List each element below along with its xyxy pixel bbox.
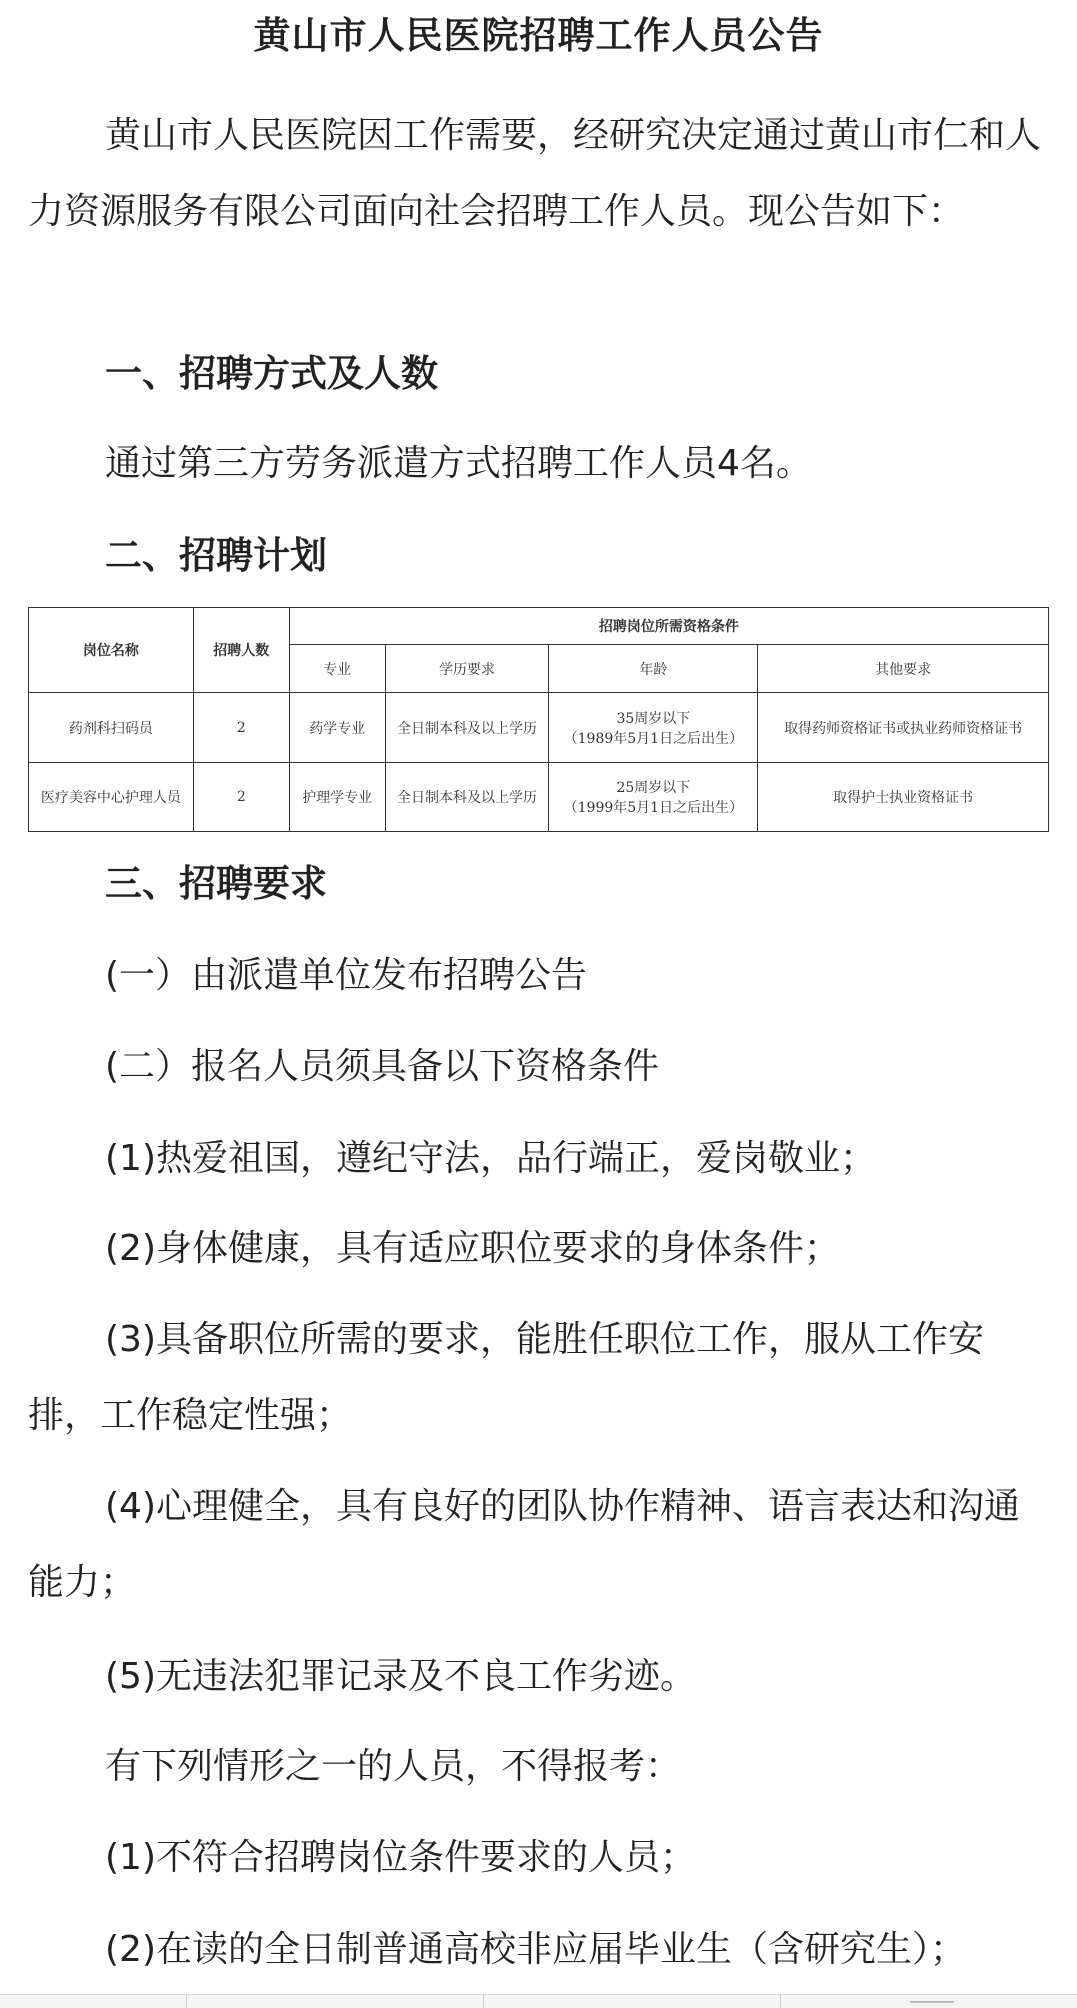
cell-education: 全日制本科及以上学历 xyxy=(385,693,549,763)
cell-major: 药学专业 xyxy=(289,693,385,763)
header-position: 岗位名称 xyxy=(29,608,194,693)
subheader-education: 学历要求 xyxy=(385,645,549,693)
section-2-heading: 二、招聘计划 xyxy=(105,534,327,577)
cell-age-limit: 35周岁以下 xyxy=(616,710,691,727)
table-row xyxy=(29,763,1049,832)
requirement-1: (1)热爱祖国，遵纪守法，品行端正，爱岗敬业； xyxy=(105,1138,876,1179)
scroll-handle[interactable] xyxy=(910,2001,954,2003)
section-3-heading: 三、招聘要求 xyxy=(105,862,327,905)
table-row xyxy=(29,693,1049,763)
exclusion-1: (1)不符合招聘岗位条件要求的人员； xyxy=(105,1837,696,1878)
exclusion-intro: 有下列情形之一的人员，不得报考： xyxy=(105,1746,682,1787)
cell-age-birthdate: （1999年5月1日之后出生） xyxy=(563,800,744,816)
section-1-text: 通过第三方劳务派遣方式招聘工作人员4名。 xyxy=(105,443,812,484)
cell-other: 取得药师资格证书或执业药师资格证书 xyxy=(758,693,1049,763)
cell-count: 2 xyxy=(193,763,289,832)
cell-age-limit: 25周岁以下 xyxy=(616,780,691,796)
cell-major: 护理学专业 xyxy=(289,763,385,832)
subheader-major: 专业 xyxy=(289,645,385,693)
subsection-1: (一）由派遣单位发布招聘公告 xyxy=(105,955,588,996)
cell-age-birthdate: （1989年5月1日之后出生） xyxy=(563,730,744,747)
table-header-row xyxy=(29,608,1049,645)
subheader-other: 其他要求 xyxy=(758,645,1049,693)
cell-position: 药剂科扫码员 xyxy=(29,693,194,763)
subsection-2: (二）报名人员须具备以下资格条件 xyxy=(105,1046,660,1087)
cell-education: 全日制本科及以上学历 xyxy=(385,763,549,832)
header-conditions: 招聘岗位所需资格条件 xyxy=(289,608,1048,645)
cell-age xyxy=(549,763,758,832)
section-1-heading: 一、招聘方式及人数 xyxy=(105,352,438,395)
subheader-age: 年龄 xyxy=(549,645,758,693)
requirement-2: (2)身体健康，具有适应职位要求的身体条件； xyxy=(105,1228,840,1269)
requirement-4: (4)心理健全，具有良好的团队协作精神、语言表达和沟通能力； xyxy=(28,1486,1020,1603)
requirement-5: (5)无违法犯罪记录及不良工作劣迹。 xyxy=(105,1656,696,1697)
cell-age xyxy=(549,693,758,763)
recruitment-plan-table xyxy=(28,607,1049,832)
header-count: 招聘人数 xyxy=(193,608,289,693)
requirement-3: (3)具备职位所需的要求，能胜任职位工作，服从工作安排，工作稳定性强； xyxy=(28,1319,984,1436)
cell-position: 医疗美容中心护理人员 xyxy=(29,763,194,832)
toolbar-divider xyxy=(186,1995,187,2008)
toolbar-divider xyxy=(780,1995,781,2008)
toolbar-divider xyxy=(483,1995,484,2008)
exclusion-2: (2)在读的全日制普通高校非应届毕业生（含研究生）； xyxy=(105,1929,966,1970)
cell-other: 取得护士执业资格证书 xyxy=(758,763,1049,832)
page-title: 黄山市人民医院招聘工作人员公告 xyxy=(253,14,824,57)
intro-paragraph: 黄山市人民医院因工作需要，经研究决定通过黄山市仁和人力资源服务有限公司面向社会招聘工作人员。现公告如下： xyxy=(28,115,1042,232)
cell-count: 2 xyxy=(193,693,289,763)
